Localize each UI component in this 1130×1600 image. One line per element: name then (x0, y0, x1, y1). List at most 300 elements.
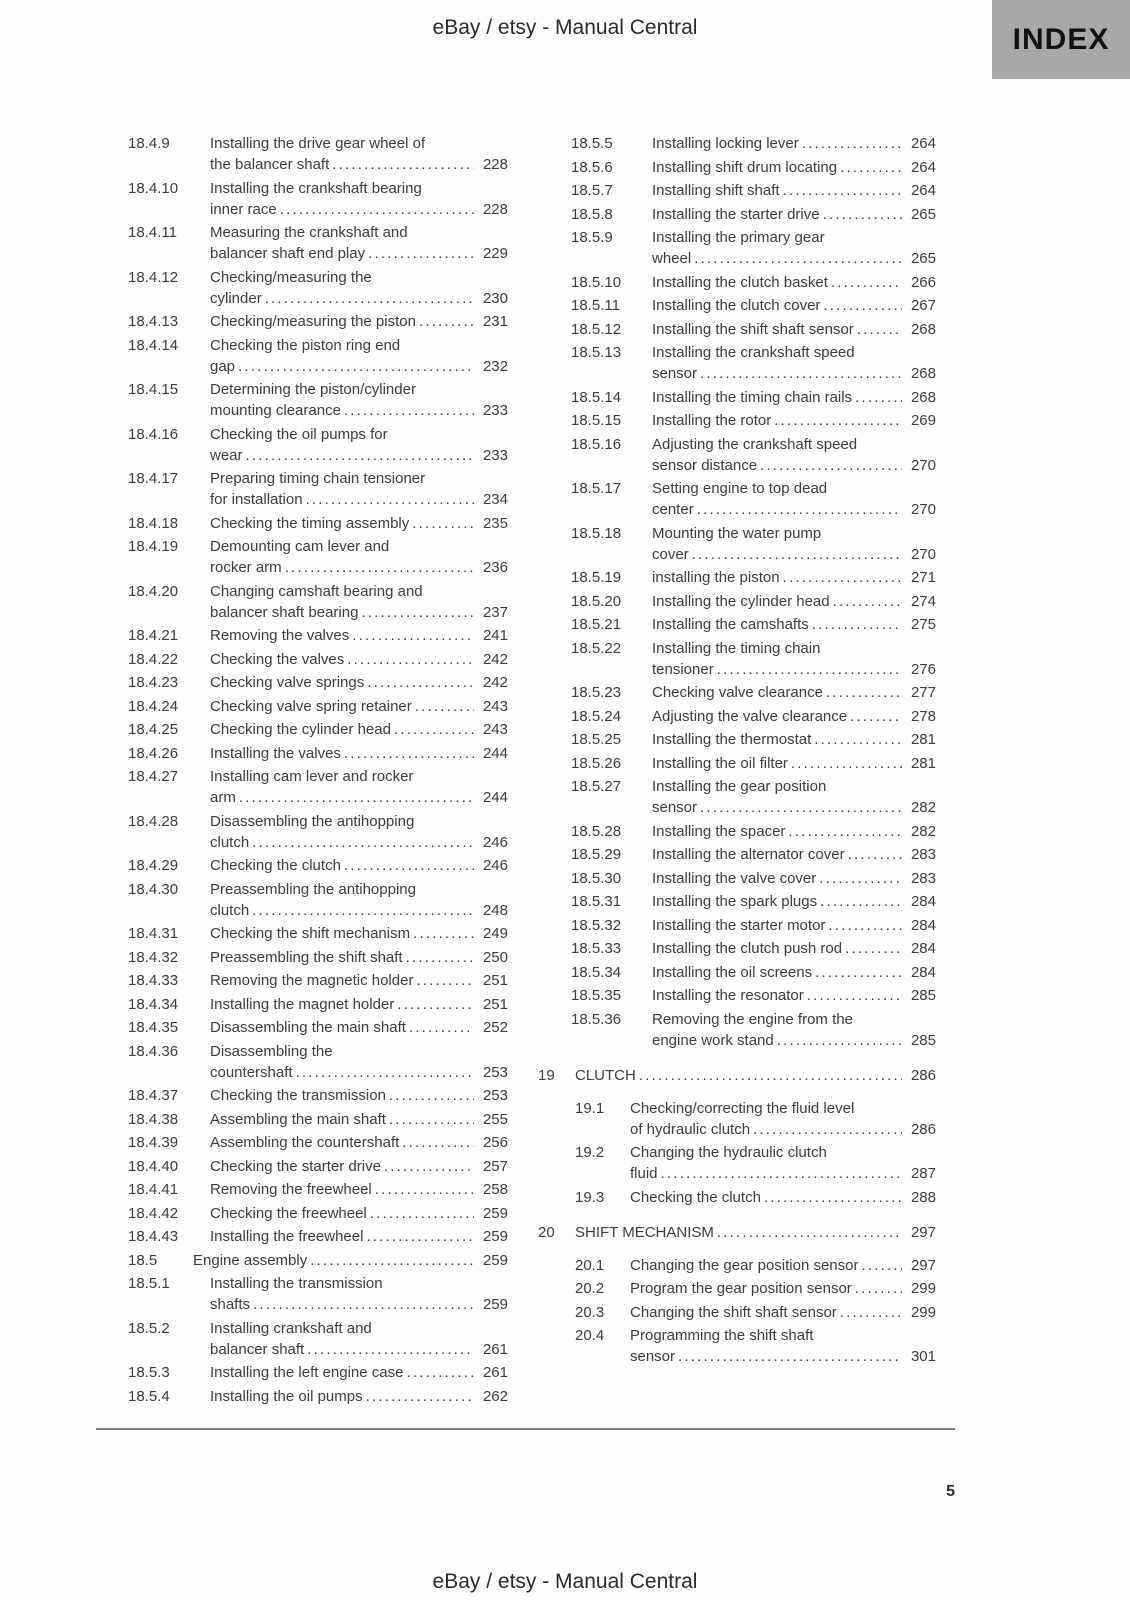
entry-title-line: Installing crankshaft and (210, 1319, 372, 1337)
entry-title-line: Checking/measuring the piston (210, 313, 416, 330)
toc-entry (128, 178, 508, 220)
entry-number: 18.4.27 (128, 768, 179, 785)
toc-entry (538, 434, 936, 476)
entry-title (652, 342, 936, 384)
entry-number: 18.5.8 (571, 205, 613, 223)
entry-title-line: Installing the crankshaft speed (652, 344, 855, 361)
entry-title-line: Installing the thermostat (652, 731, 812, 748)
entry-title (210, 994, 508, 1015)
entry-number: 18.4.26 (128, 744, 179, 762)
entry-title-line: of hydraulic clutch (630, 1120, 751, 1138)
entry-number: 20.3 (575, 1303, 605, 1321)
entry-title-line: inner race (210, 200, 277, 218)
toc-entry (128, 696, 508, 717)
entry-page: 281 (910, 731, 936, 748)
entry-page: 268 (910, 320, 936, 338)
toc-entry (128, 811, 508, 853)
toc-entry (538, 638, 936, 680)
entry-number: 18.5.15 (571, 412, 622, 429)
entry-title-line: Installing shift shaft (652, 182, 780, 199)
dot-leader (406, 1362, 474, 1383)
toc-entry (128, 743, 508, 764)
dot-leader (375, 1179, 474, 1200)
entry-title (210, 649, 508, 670)
entry-title (652, 776, 936, 818)
toc-entry (538, 227, 936, 269)
entry-title-line: Checking/measuring the (210, 268, 372, 286)
entry-title-line: Removing the magnetic holder (210, 972, 414, 989)
toc-entry (538, 567, 936, 588)
entry-page: 244 (482, 744, 508, 762)
entry-number: 18.5.25 (571, 731, 622, 748)
entry-number: 19.2 (575, 1144, 605, 1161)
entry-number: 18.4.11 (128, 224, 177, 241)
entry-number: 18.5.3 (128, 1364, 170, 1381)
entry-page: 242 (482, 650, 508, 668)
toc-column-left (128, 133, 508, 1409)
entry-number: 20.4 (575, 1327, 605, 1344)
entry-number: 18.4.43 (128, 1228, 179, 1245)
entry-page: 246 (482, 833, 508, 851)
entry-page: 236 (482, 559, 508, 576)
toc-entry (538, 478, 936, 520)
entry-page: 297 (910, 1223, 936, 1241)
entry-title-line: Disassembling the antihopping (210, 812, 415, 830)
entry-number: 18.5.1 (128, 1275, 170, 1292)
toc-entry (128, 1156, 508, 1177)
entry-number: 18.5.12 (571, 320, 622, 338)
entry-page: 250 (482, 948, 508, 966)
entry-title (652, 729, 936, 750)
entry-title (210, 1041, 508, 1083)
dot-leader (419, 311, 474, 332)
entry-title-line: Checking the transmission (210, 1087, 386, 1104)
entry-number: 18.5 (128, 1251, 158, 1269)
toc-entry (128, 1132, 508, 1153)
entry-number: 19.1 (575, 1099, 605, 1117)
entry-page: 288 (910, 1188, 936, 1206)
entry-page: 275 (910, 616, 936, 633)
entry-title-line: rocker arm (210, 559, 282, 576)
entry-number: 18.5.36 (571, 1010, 622, 1028)
entry-title-line: gap (210, 357, 236, 375)
entry-number: 18.5.9 (571, 229, 613, 246)
entry-title-line: Checking the clutch (630, 1188, 761, 1206)
entry-title-line: sensor (630, 1348, 676, 1365)
dot-leader (412, 513, 474, 534)
toc-column-right (538, 133, 936, 1370)
entry-page: 252 (482, 1019, 508, 1036)
dot-leader (344, 743, 474, 764)
entry-title-line: Checking the starter drive (210, 1157, 381, 1175)
entry-title (193, 1250, 508, 1271)
toc-entry (538, 776, 936, 818)
entry-title-line: shafts (210, 1296, 251, 1313)
entry-title (210, 536, 508, 578)
entry-title-line: sensor distance (652, 456, 758, 474)
entry-title-line: Assembling the main shaft (210, 1110, 386, 1128)
entry-title (652, 1009, 936, 1051)
entry-number: 18.4.39 (128, 1134, 179, 1151)
toc-entry (128, 1273, 508, 1315)
page-number: 5 (946, 1483, 955, 1500)
entry-title (210, 222, 508, 264)
dot-leader (368, 243, 474, 264)
entry-title-line: Installing the clutch basket (652, 273, 828, 291)
entry-number: 18.4.13 (128, 313, 179, 330)
entry-number: 18.4.23 (128, 674, 179, 691)
toc-entry (128, 1203, 508, 1224)
toc-entry (538, 1278, 936, 1299)
entry-number: 18.5.10 (571, 273, 622, 291)
entry-title (652, 962, 936, 983)
dot-leader (406, 947, 474, 968)
entry-title-line: Installing the clutch push rod (652, 940, 843, 957)
dot-leader (265, 288, 474, 309)
dot-leader (389, 1085, 474, 1106)
entry-title (652, 844, 936, 865)
dot-leader (700, 797, 902, 818)
toc-entry (128, 855, 508, 876)
entry-page: 253 (482, 1063, 508, 1081)
entry-number: 18.4.25 (128, 721, 179, 738)
entry-title (630, 1325, 936, 1367)
entry-page: 228 (482, 156, 508, 173)
entry-number: 20 (538, 1223, 555, 1241)
entry-title-line: cover (652, 545, 689, 563)
entry-page: 282 (910, 822, 936, 840)
entry-title (210, 1273, 508, 1315)
dot-leader (352, 625, 474, 646)
toc-entry (128, 536, 508, 578)
dot-leader (661, 1163, 902, 1184)
dot-leader (366, 1226, 474, 1247)
dot-leader (361, 602, 474, 623)
entry-number: 18.5.16 (571, 435, 622, 453)
entry-number: 18.4.24 (128, 697, 179, 715)
entry-title-line: Checking the oil pumps for (210, 425, 388, 443)
entry-title-line: Installing shift drum locating (652, 158, 838, 176)
entry-page: 270 (910, 501, 936, 518)
dot-leader (253, 1294, 474, 1315)
entry-title-line: balancer shaft bearing (210, 603, 359, 621)
toc-entry (538, 342, 936, 384)
entry-page: 243 (482, 697, 508, 715)
entry-title-line: Removing the engine from the (652, 1010, 853, 1028)
entry-page: 234 (482, 491, 508, 508)
toc-entry (128, 311, 508, 332)
entry-number: 18.5.34 (571, 963, 622, 981)
entry-title-line: Installing the timing chain rails (652, 388, 853, 406)
entry-title-line: Installing the spark plugs (652, 893, 818, 910)
dot-leader (344, 855, 474, 876)
toc-entry (128, 133, 508, 175)
entry-number: 18.5.4 (128, 1387, 170, 1405)
entry-page: 278 (910, 707, 936, 725)
entry-title-line: Installing the resonator (652, 987, 804, 1004)
entry-page: 261 (482, 1364, 508, 1381)
entry-page: 285 (910, 1031, 936, 1049)
toc-entry (538, 915, 936, 936)
entry-page: 297 (910, 1256, 936, 1274)
entry-page: 269 (910, 412, 936, 429)
entry-page: 242 (482, 674, 508, 691)
entry-page: 301 (910, 1348, 936, 1365)
entry-number: 18.4.21 (128, 627, 179, 644)
entry-title (210, 1386, 508, 1407)
toc-entry (128, 1386, 508, 1407)
entry-page: 284 (910, 940, 936, 957)
entry-title (210, 311, 508, 332)
dot-leader (791, 753, 902, 774)
dot-leader (697, 499, 902, 520)
toc-entry (128, 1250, 508, 1271)
dot-leader (366, 1386, 474, 1407)
toc-entry (538, 319, 936, 340)
entry-number: 18.5.33 (571, 940, 622, 957)
dot-leader (840, 157, 902, 178)
dot-leader (802, 133, 902, 154)
entry-number: 18.4.9 (128, 135, 170, 152)
dot-leader (332, 154, 474, 175)
entry-title-line: Checking the valves (210, 650, 345, 668)
entry-title (210, 1318, 508, 1360)
entry-page: 246 (482, 857, 508, 874)
entry-title-line: wheel (652, 250, 692, 267)
dot-leader (239, 787, 474, 808)
entry-page: 284 (910, 916, 936, 934)
entry-title-line: Program the gear position sensor (630, 1280, 852, 1297)
dot-leader (777, 1030, 902, 1051)
entry-title (652, 706, 936, 727)
footer-title: eBay / etsy - Manual Central (432, 1570, 698, 1593)
entry-title-line: countershaft (210, 1063, 293, 1081)
entry-title-line: Installing the clutch cover (652, 297, 821, 314)
dot-leader (814, 729, 902, 750)
dot-leader (367, 672, 474, 693)
entry-number: 19.3 (575, 1188, 605, 1206)
entry-title-line: Adjusting the valve clearance (652, 707, 848, 725)
entry-number: 18.4.38 (128, 1110, 179, 1128)
entry-number: 18.5.14 (571, 388, 622, 406)
entry-title-line: Installing the valves (210, 744, 341, 762)
entry-number: 18.5.32 (571, 916, 622, 934)
entry-number: 18.5.7 (571, 182, 613, 199)
toc-entry (128, 879, 508, 921)
entry-number: 18.5.11 (571, 297, 620, 314)
entry-title-line: Preassembling the antihopping (210, 880, 416, 898)
dot-leader (831, 272, 902, 293)
dot-leader (788, 821, 902, 842)
entry-number: 18.4.12 (128, 268, 179, 286)
entry-title-line: sensor (652, 799, 698, 816)
toc-entry (538, 204, 936, 225)
entry-page: 266 (910, 273, 936, 291)
entry-title-line: Checking the piston ring end (210, 336, 401, 354)
entry-title-line: fluid (630, 1165, 658, 1182)
entry-number: 18.4.34 (128, 995, 179, 1013)
entry-page: 284 (910, 893, 936, 910)
dot-leader (678, 1346, 902, 1367)
entry-title-line: Checking the cylinder head (210, 721, 391, 738)
entry-number: 18.4.36 (128, 1042, 179, 1060)
entry-title (210, 379, 508, 421)
entry-page: 248 (482, 901, 508, 919)
entry-title (210, 335, 508, 377)
toc-entry (128, 719, 508, 740)
entry-title-line: center (652, 501, 694, 518)
dot-leader (296, 1062, 474, 1083)
entry-title (210, 1203, 508, 1224)
dot-leader (857, 319, 902, 340)
entry-page: 251 (482, 995, 508, 1013)
toc-entry (128, 947, 508, 968)
entry-page: 285 (910, 987, 936, 1004)
entry-title-line: Checking the timing assembly (210, 514, 410, 532)
entry-title-line: Installing the timing chain (652, 639, 821, 657)
entry-title-line: Preassembling the shift shaft (210, 948, 403, 966)
dot-leader (717, 1222, 902, 1243)
entry-page: 268 (910, 365, 936, 382)
entry-page: 249 (482, 925, 508, 942)
entry-title-line: Installing the oil screens (652, 963, 813, 981)
entry-title-line: Installing the magnet holder (210, 995, 395, 1013)
dot-leader (815, 962, 902, 983)
dot-leader (246, 445, 474, 466)
entry-title-line: Checking valve spring retainer (210, 697, 412, 715)
dot-leader (850, 706, 902, 727)
entry-number: 18.5.29 (571, 846, 622, 863)
entry-title (575, 1222, 936, 1243)
toc-entry (538, 868, 936, 889)
entry-title-line: balancer shaft (210, 1340, 305, 1358)
entry-title (652, 133, 936, 154)
entry-title-line: wear (210, 446, 243, 464)
entry-page: 274 (910, 592, 936, 610)
entry-title-line: Setting engine to top dead (652, 480, 828, 497)
toc-entry (128, 1226, 508, 1247)
dot-leader (848, 844, 902, 865)
entry-title (652, 180, 936, 201)
entry-number: 18.4.33 (128, 972, 179, 989)
entry-title-line: Changing the hydraulic clutch (630, 1144, 827, 1161)
entry-title-line: Installing the oil pumps (210, 1387, 363, 1405)
entry-title (210, 468, 508, 510)
entry-page: 259 (482, 1204, 508, 1222)
dot-leader (717, 659, 902, 680)
entry-page: 267 (910, 297, 936, 314)
dot-leader (692, 544, 902, 565)
entry-number: 18.4.40 (128, 1157, 179, 1175)
toc-entry (538, 1065, 936, 1086)
toc-entry (538, 753, 936, 774)
toc-entry (538, 729, 936, 750)
entry-title-line: SHIFT MECHANISM (575, 1223, 714, 1241)
entry-title-line: Assembling the countershaft (210, 1134, 400, 1151)
dot-leader (783, 567, 902, 588)
toc-entry (128, 424, 508, 466)
entry-title-line: Installing the valve cover (652, 869, 817, 887)
dot-leader (862, 1255, 903, 1276)
toc-entry (538, 1325, 936, 1367)
entry-title-line: Checking the clutch (210, 857, 341, 874)
entry-title (210, 1179, 508, 1200)
entry-page: 284 (910, 963, 936, 981)
entry-title (575, 1065, 936, 1086)
entry-number: 18.5.21 (571, 616, 622, 633)
entry-number: 18.5.20 (571, 592, 622, 610)
toc-entry (538, 962, 936, 983)
entry-number: 18.5.13 (571, 344, 622, 361)
entry-number: 18.5.18 (571, 524, 622, 542)
entry-title-line: Mounting the water pump (652, 524, 822, 542)
entry-title (652, 614, 936, 635)
entry-title-line: Measuring the crankshaft and (210, 224, 408, 241)
entry-page: 282 (910, 799, 936, 816)
entry-page: 253 (482, 1087, 508, 1104)
entry-title (652, 591, 936, 612)
toc-entry (538, 1222, 936, 1243)
toc-entry (128, 581, 508, 623)
entry-title (210, 513, 508, 534)
entry-title-line: Disassembling the main shaft (210, 1019, 406, 1036)
entry-title (210, 1226, 508, 1247)
toc-entry (128, 994, 508, 1015)
entry-title-line: Preparing timing chain tensioner (210, 470, 426, 487)
dot-leader (820, 891, 902, 912)
entry-title (652, 821, 936, 842)
dot-leader (397, 994, 474, 1015)
entry-title (652, 478, 936, 520)
dot-leader (394, 719, 474, 740)
toc-entry (538, 410, 936, 431)
toc-entry (128, 222, 508, 264)
entry-title (652, 567, 936, 588)
toc-entry (538, 844, 936, 865)
entry-title (210, 947, 508, 968)
entry-page: 241 (482, 627, 508, 644)
entry-title (652, 227, 936, 269)
entry-page: 232 (482, 357, 508, 375)
entry-page: 233 (482, 402, 508, 419)
entry-number: 18.5.19 (571, 569, 622, 586)
entry-title (210, 766, 508, 808)
index-tab (992, 0, 1130, 79)
entry-title-line: Installing the transmission (210, 1275, 383, 1292)
entry-title-line: Changing camshaft bearing and (210, 582, 423, 600)
entry-number: 18.4.16 (128, 425, 179, 443)
toc-entry (538, 1098, 936, 1140)
entry-page: 258 (482, 1181, 508, 1198)
entry-title (652, 319, 936, 340)
toc-entry (538, 821, 936, 842)
entry-title-line: Changing the shift shaft sensor (630, 1303, 837, 1321)
dot-leader (238, 356, 474, 377)
entry-title (652, 891, 936, 912)
toc-entry (538, 295, 936, 316)
toc-entry (128, 649, 508, 670)
entry-number: 18.4.28 (128, 812, 179, 830)
entry-page: 271 (910, 569, 936, 586)
entry-page: 237 (482, 603, 508, 621)
entry-title-line: CLUTCH (575, 1066, 636, 1084)
dot-leader (855, 387, 902, 408)
dot-leader (415, 696, 474, 717)
entry-title-line: Installing locking lever (652, 135, 799, 152)
dot-leader (812, 614, 902, 635)
entry-title (652, 434, 936, 476)
dot-leader (384, 1156, 474, 1177)
